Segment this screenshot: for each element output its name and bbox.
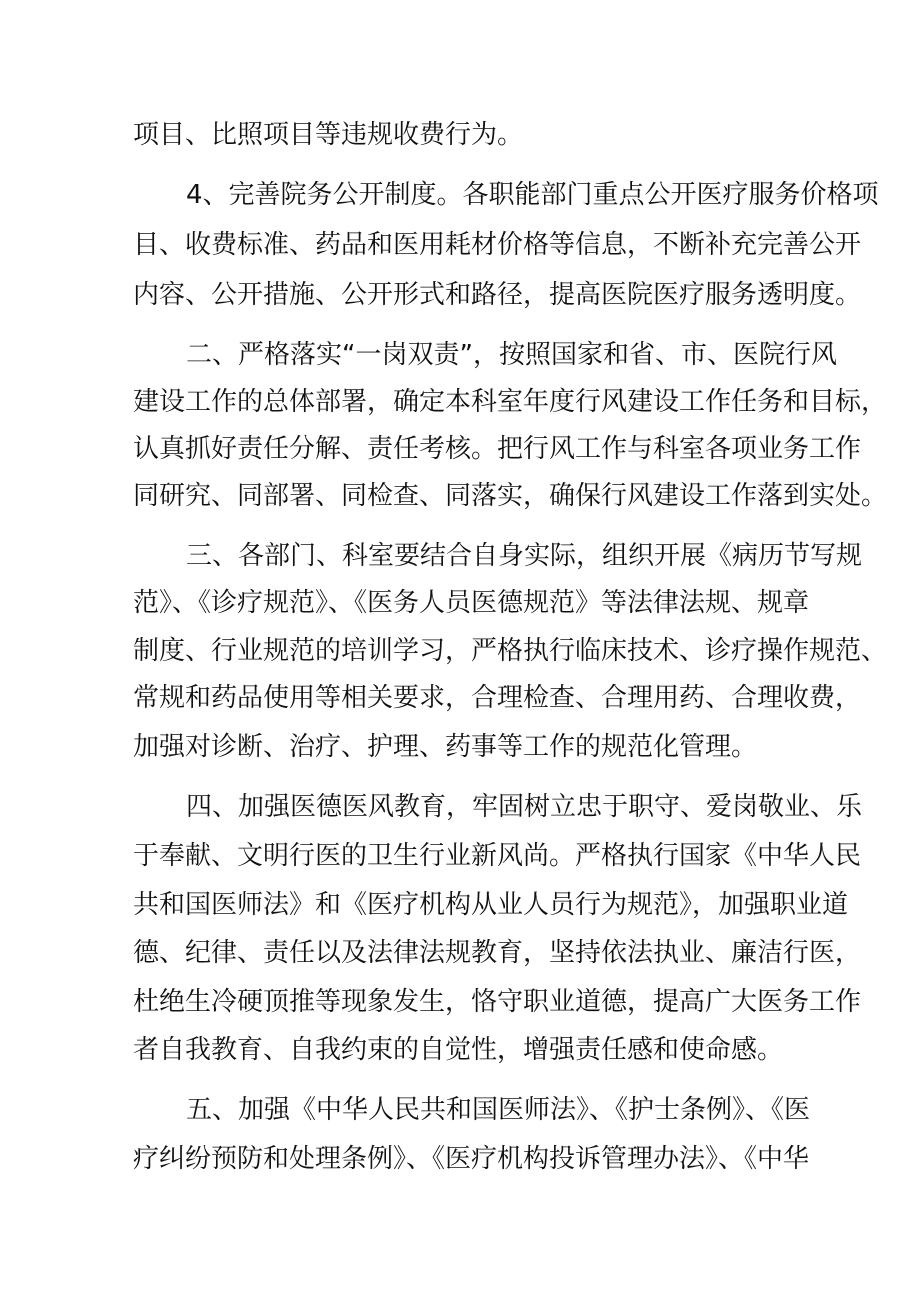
paragraph-3-line-0: 三、各部门、科室要结合自身实际，组织开展《病历节写规 (186, 541, 863, 571)
paragraph-5-line-0: 五、加强《中华人民共和国医师法》、《护士条例》、《医 (186, 1095, 811, 1125)
paragraph-4-line-2: 共和国医师法》和《医疗机构从业人员行为规范》，加强职业道 (133, 890, 849, 920)
paragraph-5-line-1: 疗纠纷预防和处理条例》、《医疗机构投诉管理办法》、《中华 (133, 1144, 810, 1174)
paragraph-4-line-4: 杜绝生冷硬顶推等现象发生，恪守职业道德，提高广大医务工作 (133, 987, 862, 1017)
paragraph-1-line-1: 目、收费标准、药品和医用耗材价格等信息，不断补充完善公开 (133, 230, 862, 260)
paragraph-2-line-3: 同研究、同部署、同检查、同落实，确保行风建设工作落到实处。 (133, 481, 888, 511)
paragraph-4-line-3: 德、纪律、责任以及法律法规教育，坚持依法执业、廉洁行医， (133, 938, 862, 968)
paragraph-3-line-2: 制度、行业规范的培训学习，严格执行临床技术、诊疗操作规范、 (133, 636, 888, 666)
paragraph-2-line-0: 二、严格落实“一岗双责”，按照国家和省、市、医院行风 (186, 340, 837, 370)
paragraph-0-line-0: 项目、比照项目等违规收费行为。 (133, 120, 524, 150)
paragraph-2-line-2: 认真抓好责任分解、责任考核。把行风工作与科室各项业务工作 (133, 434, 862, 464)
paragraph-1-line-2: 内容、公开措施、公开形式和路径，提高医院医疗服务透明度。 (133, 280, 862, 310)
paragraph-3-line-1: 范》、《诊疗规范》、《医务人员医德规范》等法律法规、规章 (133, 588, 810, 618)
paragraph-3-line-3: 常规和药品使用等相关要求，合理检查、合理用药、合理收费， (133, 683, 862, 713)
paragraph-1-line-0: 4、完善院务公开制度。各职能部门重点公开医疗服务价格项 (186, 180, 879, 210)
paragraph-4-line-0: 四、加强医德医风教育，牢固树立忠于职守、爱岗敬业、乐 (186, 792, 863, 822)
paragraph-3-line-4: 加强对诊断、治疗、护理、药事等工作的规范化管理。 (133, 732, 758, 762)
paragraph-4-line-1: 于奉献、文明行医的卫生行业新风尚。严格执行国家《中华人民 (133, 841, 862, 871)
paragraph-4-line-5: 者自我教育、自我约束的自觉性，增强责任感和使命感。 (133, 1035, 784, 1065)
paragraph-2-line-1: 建设工作的总体部署，确定本科室年度行风建设工作任务和目标， (133, 387, 888, 417)
